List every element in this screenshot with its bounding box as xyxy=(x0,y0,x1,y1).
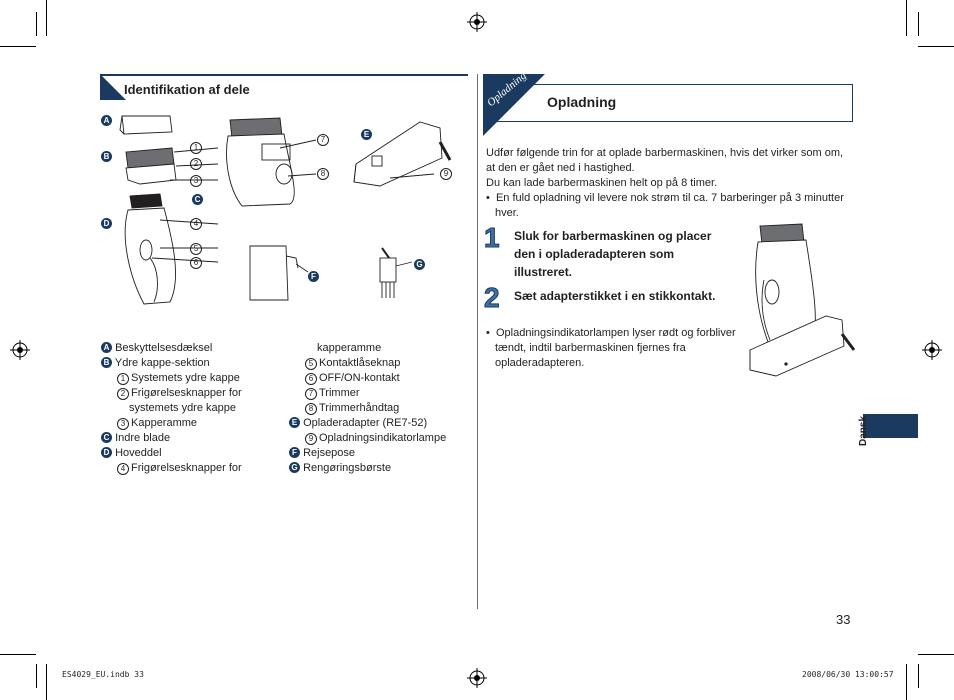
part-marker: 3 xyxy=(117,418,129,430)
language-label: Dansk xyxy=(858,415,869,446)
crop-mark xyxy=(46,664,47,700)
crop-mark xyxy=(36,664,37,688)
callout-7: 7 xyxy=(317,134,329,146)
part-row xyxy=(101,371,242,386)
parts-list-col1 xyxy=(101,341,242,476)
part-text: Hoveddel xyxy=(115,447,162,459)
part-row xyxy=(101,461,242,476)
callout-e: E xyxy=(361,129,372,140)
crop-mark xyxy=(46,0,47,36)
callout-8: 8 xyxy=(317,168,329,180)
part-marker: 1 xyxy=(117,373,129,385)
section-tab-label: Opladning xyxy=(485,69,529,110)
callout-2: 2 xyxy=(190,158,202,170)
part-row xyxy=(289,446,446,461)
part-text: Opladningsindikatorlampe xyxy=(319,432,447,444)
part-row xyxy=(101,386,242,401)
step-2-text: Sæt adapterstikket i en stikkontakt. xyxy=(514,289,716,303)
callout-5: 5 xyxy=(190,243,202,255)
callout-b: B xyxy=(101,151,112,162)
callout-f: F xyxy=(308,271,319,282)
language-tab xyxy=(863,414,918,438)
part-row xyxy=(289,416,446,431)
part-text: Systemets ydre kappe xyxy=(131,372,240,384)
part-marker: 5 xyxy=(305,358,317,370)
part-row xyxy=(289,341,446,356)
part-text: Kontaktlåseknap xyxy=(319,357,401,369)
part-marker: 8 xyxy=(305,403,317,415)
header-rule xyxy=(100,74,468,76)
bullet-item: • En fuld opladning vil levere nok strøm til ca. 7 barberinger på 3 minutter xyxy=(486,192,844,204)
part-marker: A xyxy=(101,342,112,353)
step-1-text xyxy=(514,227,711,281)
part-marker: D xyxy=(101,447,112,458)
step-line: Sluk for barbermaskinen og placer xyxy=(514,229,712,243)
part-text: OFF/ON-kontakt xyxy=(319,372,400,384)
part-row xyxy=(289,461,446,476)
crop-mark xyxy=(0,46,36,47)
part-text: Kapperamme xyxy=(131,417,198,429)
footer-timestamp: 2008/06/30 13:00:57 xyxy=(802,670,894,679)
callout-6: 6 xyxy=(190,257,202,269)
bullet-text: tændt, indtil barbermaskinen fjernes fra xyxy=(495,342,686,354)
crop-mark xyxy=(918,664,919,688)
part-text: kapperamme xyxy=(317,342,382,354)
part-text: Beskyttelsesdæksel xyxy=(115,342,213,354)
part-row xyxy=(101,401,242,416)
callout-a: A xyxy=(101,115,112,126)
header-triangle xyxy=(100,74,126,100)
footer-file-info: ES4029_EU.indb 33 xyxy=(62,670,144,679)
crop-mark xyxy=(36,12,37,36)
callout-c: C xyxy=(192,194,203,205)
part-marker: 6 xyxy=(305,373,317,385)
callout-g: G xyxy=(414,259,425,270)
callout-1: 1 xyxy=(190,142,202,154)
part-row xyxy=(101,356,242,371)
part-marker: E xyxy=(289,417,300,428)
intro-line: at den er gået ned i hastighed. xyxy=(486,162,635,174)
crop-mark xyxy=(0,654,36,655)
part-marker: 4 xyxy=(117,463,129,475)
part-text: Ydre kappe-sektion xyxy=(114,357,210,369)
callout-9: 9 xyxy=(440,168,452,180)
registration-mark-icon xyxy=(467,12,487,32)
bullet-text: hver. xyxy=(495,207,519,219)
part-row xyxy=(289,431,446,446)
callout-3: 3 xyxy=(190,175,202,187)
registration-mark-icon xyxy=(10,340,30,360)
step-line: illustreret. xyxy=(514,265,573,279)
part-marker: 9 xyxy=(305,433,317,445)
part-row xyxy=(101,341,242,356)
part-text: Rengøringsbørste xyxy=(303,462,392,474)
callout-d: D xyxy=(101,218,112,229)
section-header-charging xyxy=(483,69,853,122)
section-title: Identifikation af dele xyxy=(124,82,250,97)
part-marker: 2 xyxy=(117,388,129,400)
part-text: Indre blade xyxy=(115,432,171,444)
part-text: systemets ydre kappe xyxy=(129,402,236,414)
part-marker: B xyxy=(101,357,112,368)
charging-illustration xyxy=(746,220,856,380)
intro-line: Du kan lade barbermaskinen helt op på 8 timer. xyxy=(486,177,718,189)
bullet-text: Opladningsindikatorlampen lyser rødt og forbliver xyxy=(495,327,736,339)
part-text: Frigørelsesknapper for xyxy=(131,462,242,474)
intro-paragraph xyxy=(486,146,856,221)
crop-mark xyxy=(918,46,954,47)
part-marker: C xyxy=(101,432,112,443)
step-1-number: 1 xyxy=(484,222,500,253)
part-row xyxy=(289,371,446,386)
registration-mark-icon xyxy=(922,340,942,360)
part-row xyxy=(289,401,446,416)
part-row xyxy=(289,386,446,401)
crop-mark xyxy=(906,0,907,36)
part-row xyxy=(101,416,242,431)
bullet-text: En fuld opladning vil levere nok strøm til ca. 7 barberinger på 3 minutter xyxy=(495,192,844,204)
section-header-identification xyxy=(100,74,468,100)
part-row xyxy=(289,356,446,371)
part-text: Opladeradapter (RE7-52) xyxy=(303,417,428,429)
bullet-item: • Opladningsindikatorlampen lyser rødt og forbliver xyxy=(486,327,736,339)
column-divider xyxy=(477,74,478,609)
step-2-number: 2 xyxy=(484,282,500,313)
registration-mark-icon xyxy=(467,668,487,688)
step-line: den i opladeradapteren som xyxy=(514,247,675,261)
part-marker: G xyxy=(289,462,300,473)
crop-mark xyxy=(906,664,907,700)
part-text: Trimmerhåndtag xyxy=(319,402,400,414)
part-marker: 7 xyxy=(305,388,317,400)
page-number: 33 xyxy=(836,612,851,627)
part-row xyxy=(101,431,242,446)
callout-4: 4 xyxy=(190,218,202,230)
section-title: Opladning xyxy=(547,94,617,110)
part-marker: F xyxy=(289,447,300,458)
part-text: Rejsepose xyxy=(303,447,356,459)
part-text: Frigørelsesknapper for xyxy=(131,387,242,399)
parts-illustration xyxy=(100,108,462,306)
indicator-note xyxy=(486,326,736,371)
part-row xyxy=(101,446,242,461)
intro-line: Udfør følgende trin for at oplade barbermaskinen, hvis det virker som om, xyxy=(486,147,844,159)
part-text: Trimmer xyxy=(319,387,360,399)
crop-mark xyxy=(918,12,919,36)
parts-list-col2 xyxy=(289,341,446,476)
crop-mark xyxy=(918,654,954,655)
bullet-text: opladeradapteren. xyxy=(495,357,585,369)
